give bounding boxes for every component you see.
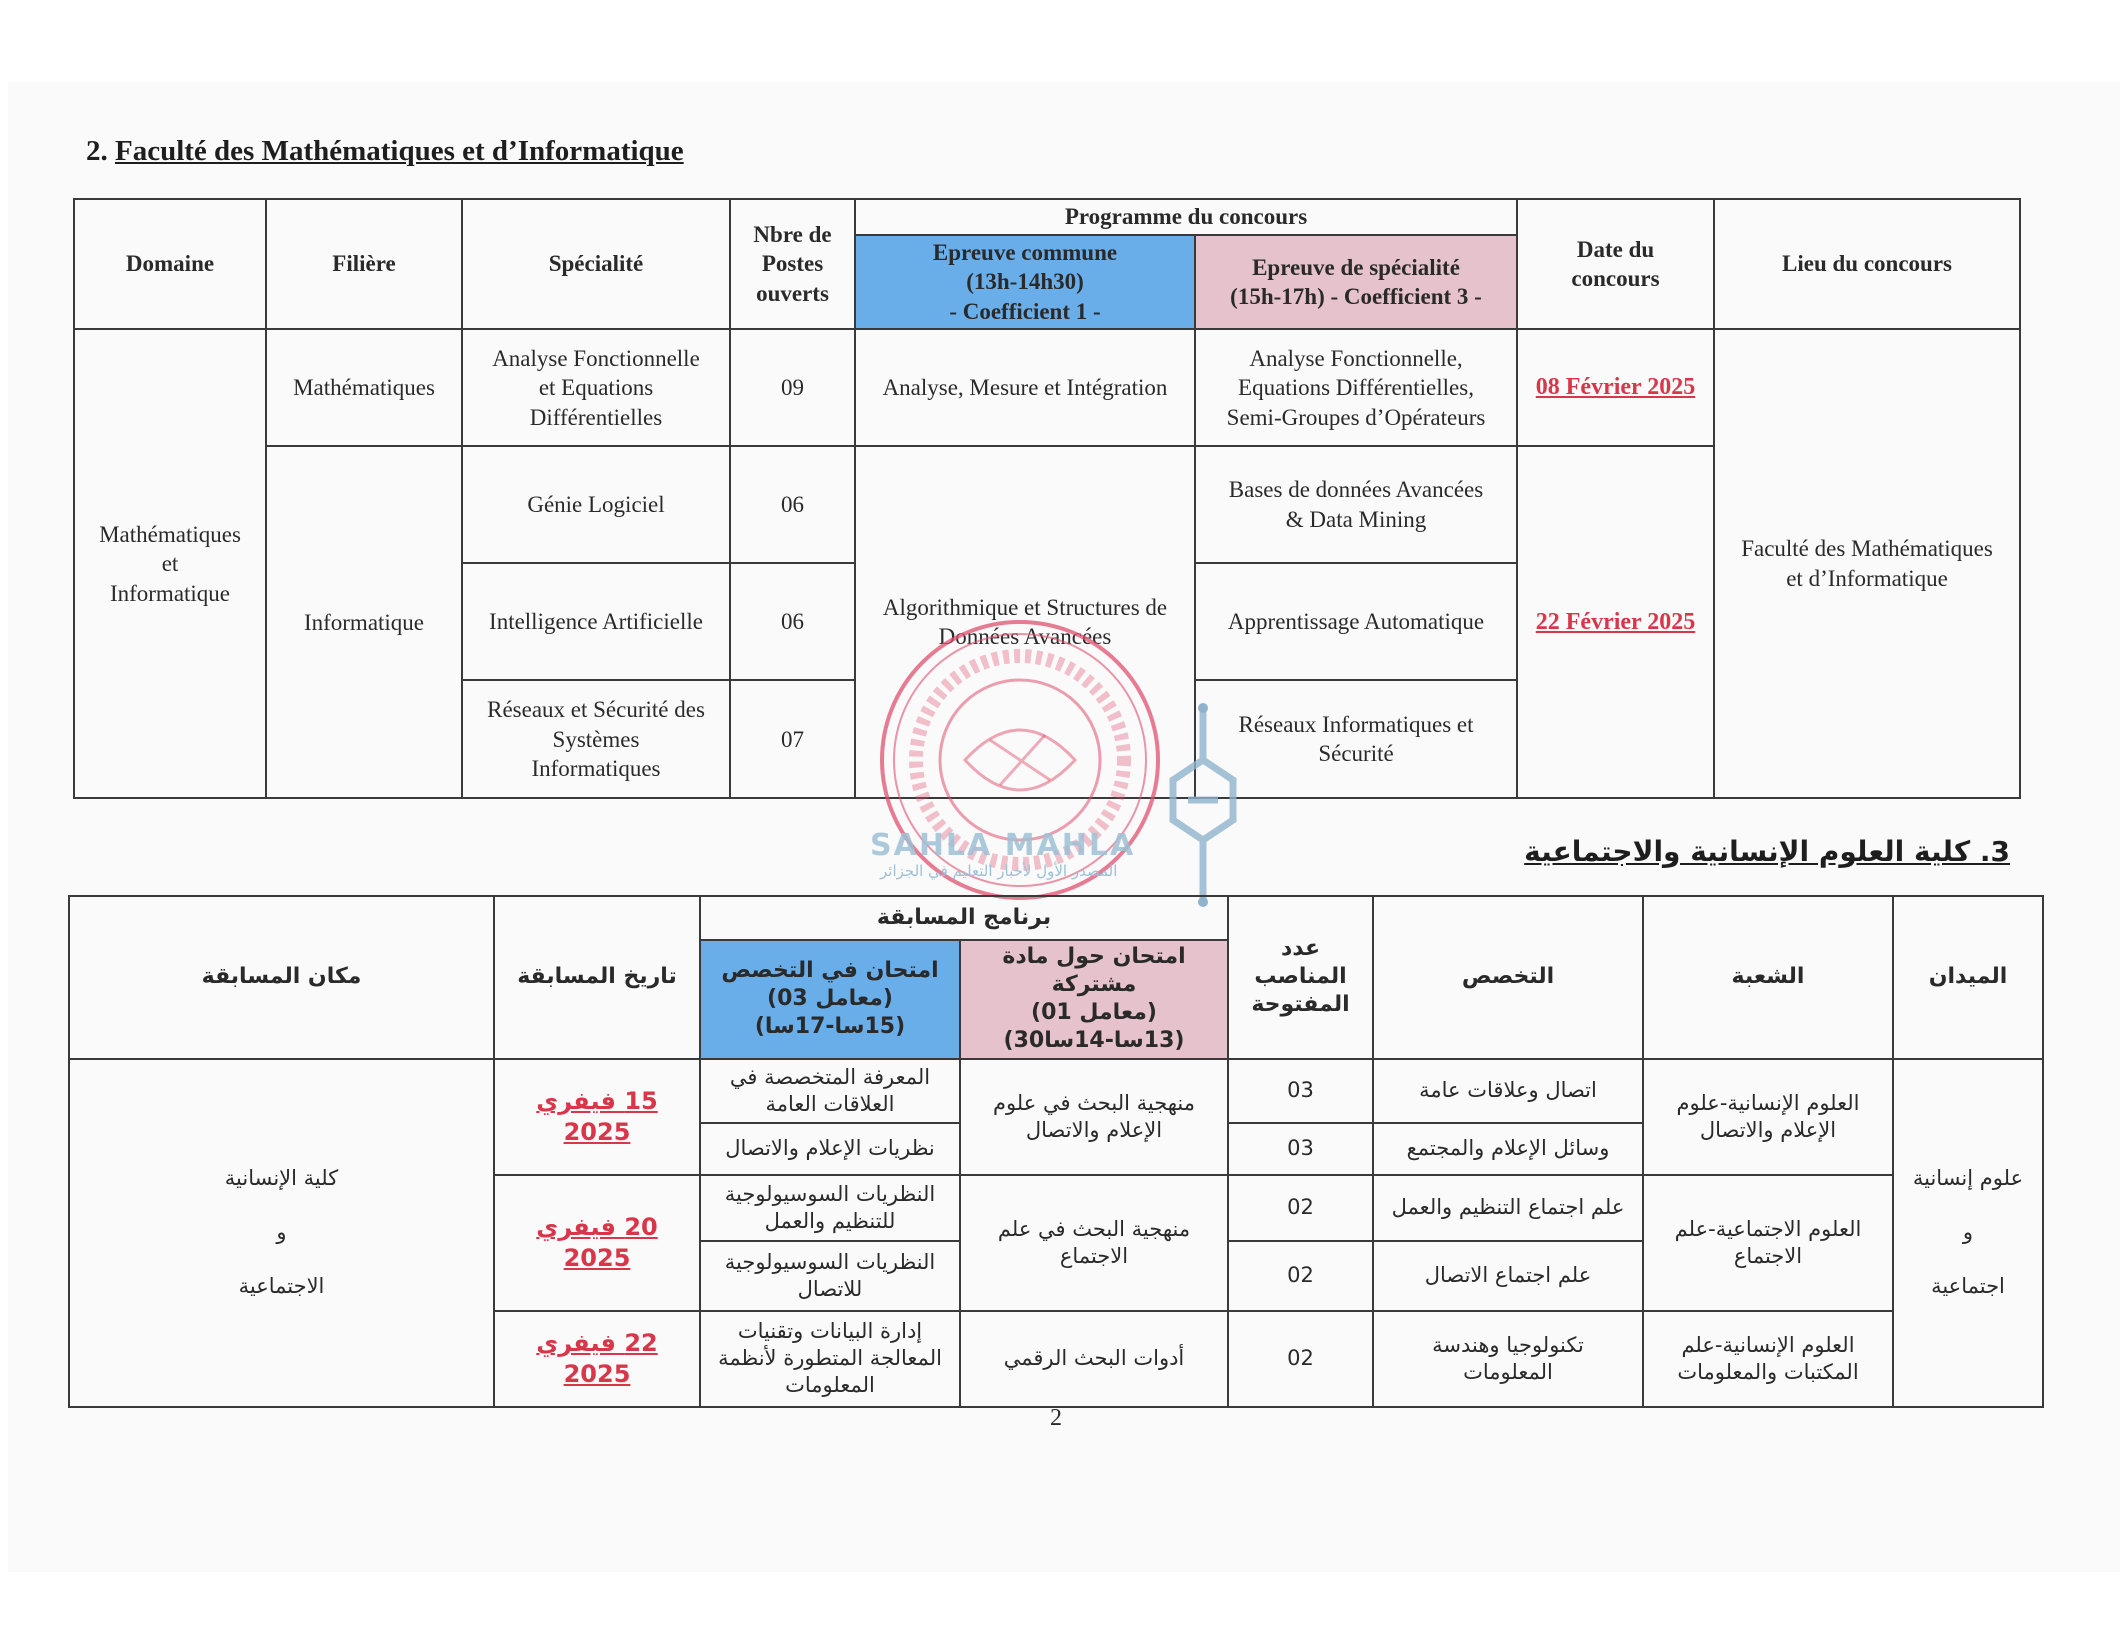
header-midan: الميدان <box>1893 896 2043 1059</box>
filiere-info-cell: Informatique <box>266 446 462 798</box>
header-postes: Nbre de Postes ouverts <box>730 199 855 329</box>
spec-exam-cell: المعرفة المتخصصة في العلاقات العامة <box>700 1059 960 1123</box>
postes-cell: 06 <box>730 563 855 680</box>
date-cell: 22 فيفري 2025 <box>494 1311 700 1407</box>
section2-title: 2. Faculté des Mathématiques et d’Informatique <box>86 135 684 167</box>
header-takhassus: التخصص <box>1373 896 1643 1059</box>
date-cell: 20 فيفري 2025 <box>494 1175 700 1311</box>
date-cell: 15 فيفري 2025 <box>494 1059 700 1175</box>
manasib-cell: 03 <box>1228 1123 1373 1175</box>
header-epreuve-commune: Epreuve commune (13h-14h30) - Coefficient 1 - <box>855 235 1195 329</box>
header-specialite: Spécialité <box>462 199 730 329</box>
domaine-cell: Mathématiques et Informatique <box>74 329 266 798</box>
makan-cell: كلية الإنسانية و الاجتماعية <box>69 1059 494 1407</box>
takhassus-cell: تكنولوجيا وهندسة المعلومات <box>1373 1311 1643 1407</box>
date-info-cell: 22 Février 2025 <box>1517 446 1714 798</box>
common-exam-cell: أدوات البحث الرقمي <box>960 1311 1228 1407</box>
manasib-cell: 02 <box>1228 1241 1373 1311</box>
epreuve-commune-cell: Analyse, Mesure et Intégration <box>855 329 1195 446</box>
spec-exam-cell: نظريات الإعلام والاتصال <box>700 1123 960 1175</box>
date-cell: 08 Février 2025 <box>1517 329 1714 446</box>
spec-exam-cell: إدارة البيانات وتقنيات المعالجة المتطورة لأنظمة المعلومات <box>700 1311 960 1407</box>
common-exam-cell: منهجية البحث في علوم الإعلام والاتصال <box>960 1059 1228 1175</box>
shoaba-cell: العلوم الإنسانية-علوم الإعلام والاتصال <box>1643 1059 1893 1175</box>
header-spec-exam: امتحان في التخصص (معامل 03) (15سا-17سا) <box>700 940 960 1059</box>
epreuve-specialite-cell: Réseaux Informatiques et Sécurité <box>1195 680 1517 798</box>
header-shoaba: الشعبة <box>1643 896 1893 1059</box>
postes-cell: 07 <box>730 680 855 798</box>
watermark-brand: SAHLA MAHLA <box>870 828 1136 863</box>
header-tarikh: تاريخ المسابقة <box>494 896 700 1059</box>
table-row <box>69 1059 2043 1123</box>
section3-title: 3. كلية العلوم الإنسانية والاجتماعية <box>1524 835 2010 868</box>
shoaba-cell: العلوم الاجتماعية-علم الاجتماع <box>1643 1175 1893 1311</box>
takhassus-cell: وسائل الإعلام والمجتمع <box>1373 1123 1643 1175</box>
spec-exam-cell: النظريات السوسيولوجية للتنظيم والعمل <box>700 1175 960 1241</box>
table-row <box>74 329 2020 446</box>
epreuve-specialite-cell: Apprentissage Automatique <box>1195 563 1517 680</box>
specialite-cell: Intelligence Artificielle <box>462 563 730 680</box>
header-common-exam: امتحان حول مادة مشتركة (معامل 01) (13سا-14سا30) <box>960 940 1228 1059</box>
header-manasib: عدد المناصب المفتوحة <box>1228 896 1373 1059</box>
header-makan: مكان المسابقة <box>69 896 494 1059</box>
takhassus-cell: علم اجتماع الاتصال <box>1373 1241 1643 1311</box>
takhassus-cell: اتصال وعلاقات عامة <box>1373 1059 1643 1123</box>
shoaba-cell: العلوم الإنسانية-علم المكتبات والمعلومات <box>1643 1311 1893 1407</box>
manasib-cell: 03 <box>1228 1059 1373 1123</box>
lieu-cell: Faculté des Mathématiques et d’Informatique <box>1714 329 2020 798</box>
specialite-cell: Analyse Fonctionnelle et Equations Différentielles <box>462 329 730 446</box>
epreuve-specialite-cell: Analyse Fonctionnelle, Equations Différentielles, Semi-Groupes d’Opérateurs <box>1195 329 1517 446</box>
epreuve-specialite-cell: Bases de données Avancées & Data Mining <box>1195 446 1517 563</box>
postes-cell: 06 <box>730 446 855 563</box>
page-number: 2 <box>1050 1405 1062 1431</box>
takhassus-cell: علم اجتماع التنظيم والعمل <box>1373 1175 1643 1241</box>
sciences-humaines-table <box>68 895 2044 1408</box>
specialite-cell: Génie Logiciel <box>462 446 730 563</box>
header-filiere: Filière <box>266 199 462 329</box>
epreuve-commune-info-cell: Algorithmique et Structures de Données Avancées <box>855 446 1195 798</box>
manasib-cell: 02 <box>1228 1311 1373 1407</box>
midan-cell: علوم إنسانية و اجتماعية <box>1893 1059 2043 1407</box>
filiere-math-cell: Mathématiques <box>266 329 462 446</box>
header-lieu: Lieu du concours <box>1714 199 2020 329</box>
specialite-cell: Réseaux et Sécurité des Systèmes Informatiques <box>462 680 730 798</box>
common-exam-cell: منهجية البحث في علم الاجتماع <box>960 1175 1228 1311</box>
math-info-table <box>73 198 2021 799</box>
postes-cell: 09 <box>730 329 855 446</box>
header-domaine: Domaine <box>74 199 266 329</box>
header-date: Date du concours <box>1517 199 1714 329</box>
spec-exam-cell: النظريات السوسيولوجية للاتصال <box>700 1241 960 1311</box>
header-barnamaj: برنامج المسابقة <box>700 896 1228 940</box>
header-programme: Programme du concours <box>855 199 1517 235</box>
header-epreuve-specialite: Epreuve de spécialité (15h-17h) - Coefficient 3 - <box>1195 235 1517 329</box>
manasib-cell: 02 <box>1228 1175 1373 1241</box>
watermark-tagline: المصدر الأول لأخبار التعليم في الجزائر <box>880 862 1118 880</box>
